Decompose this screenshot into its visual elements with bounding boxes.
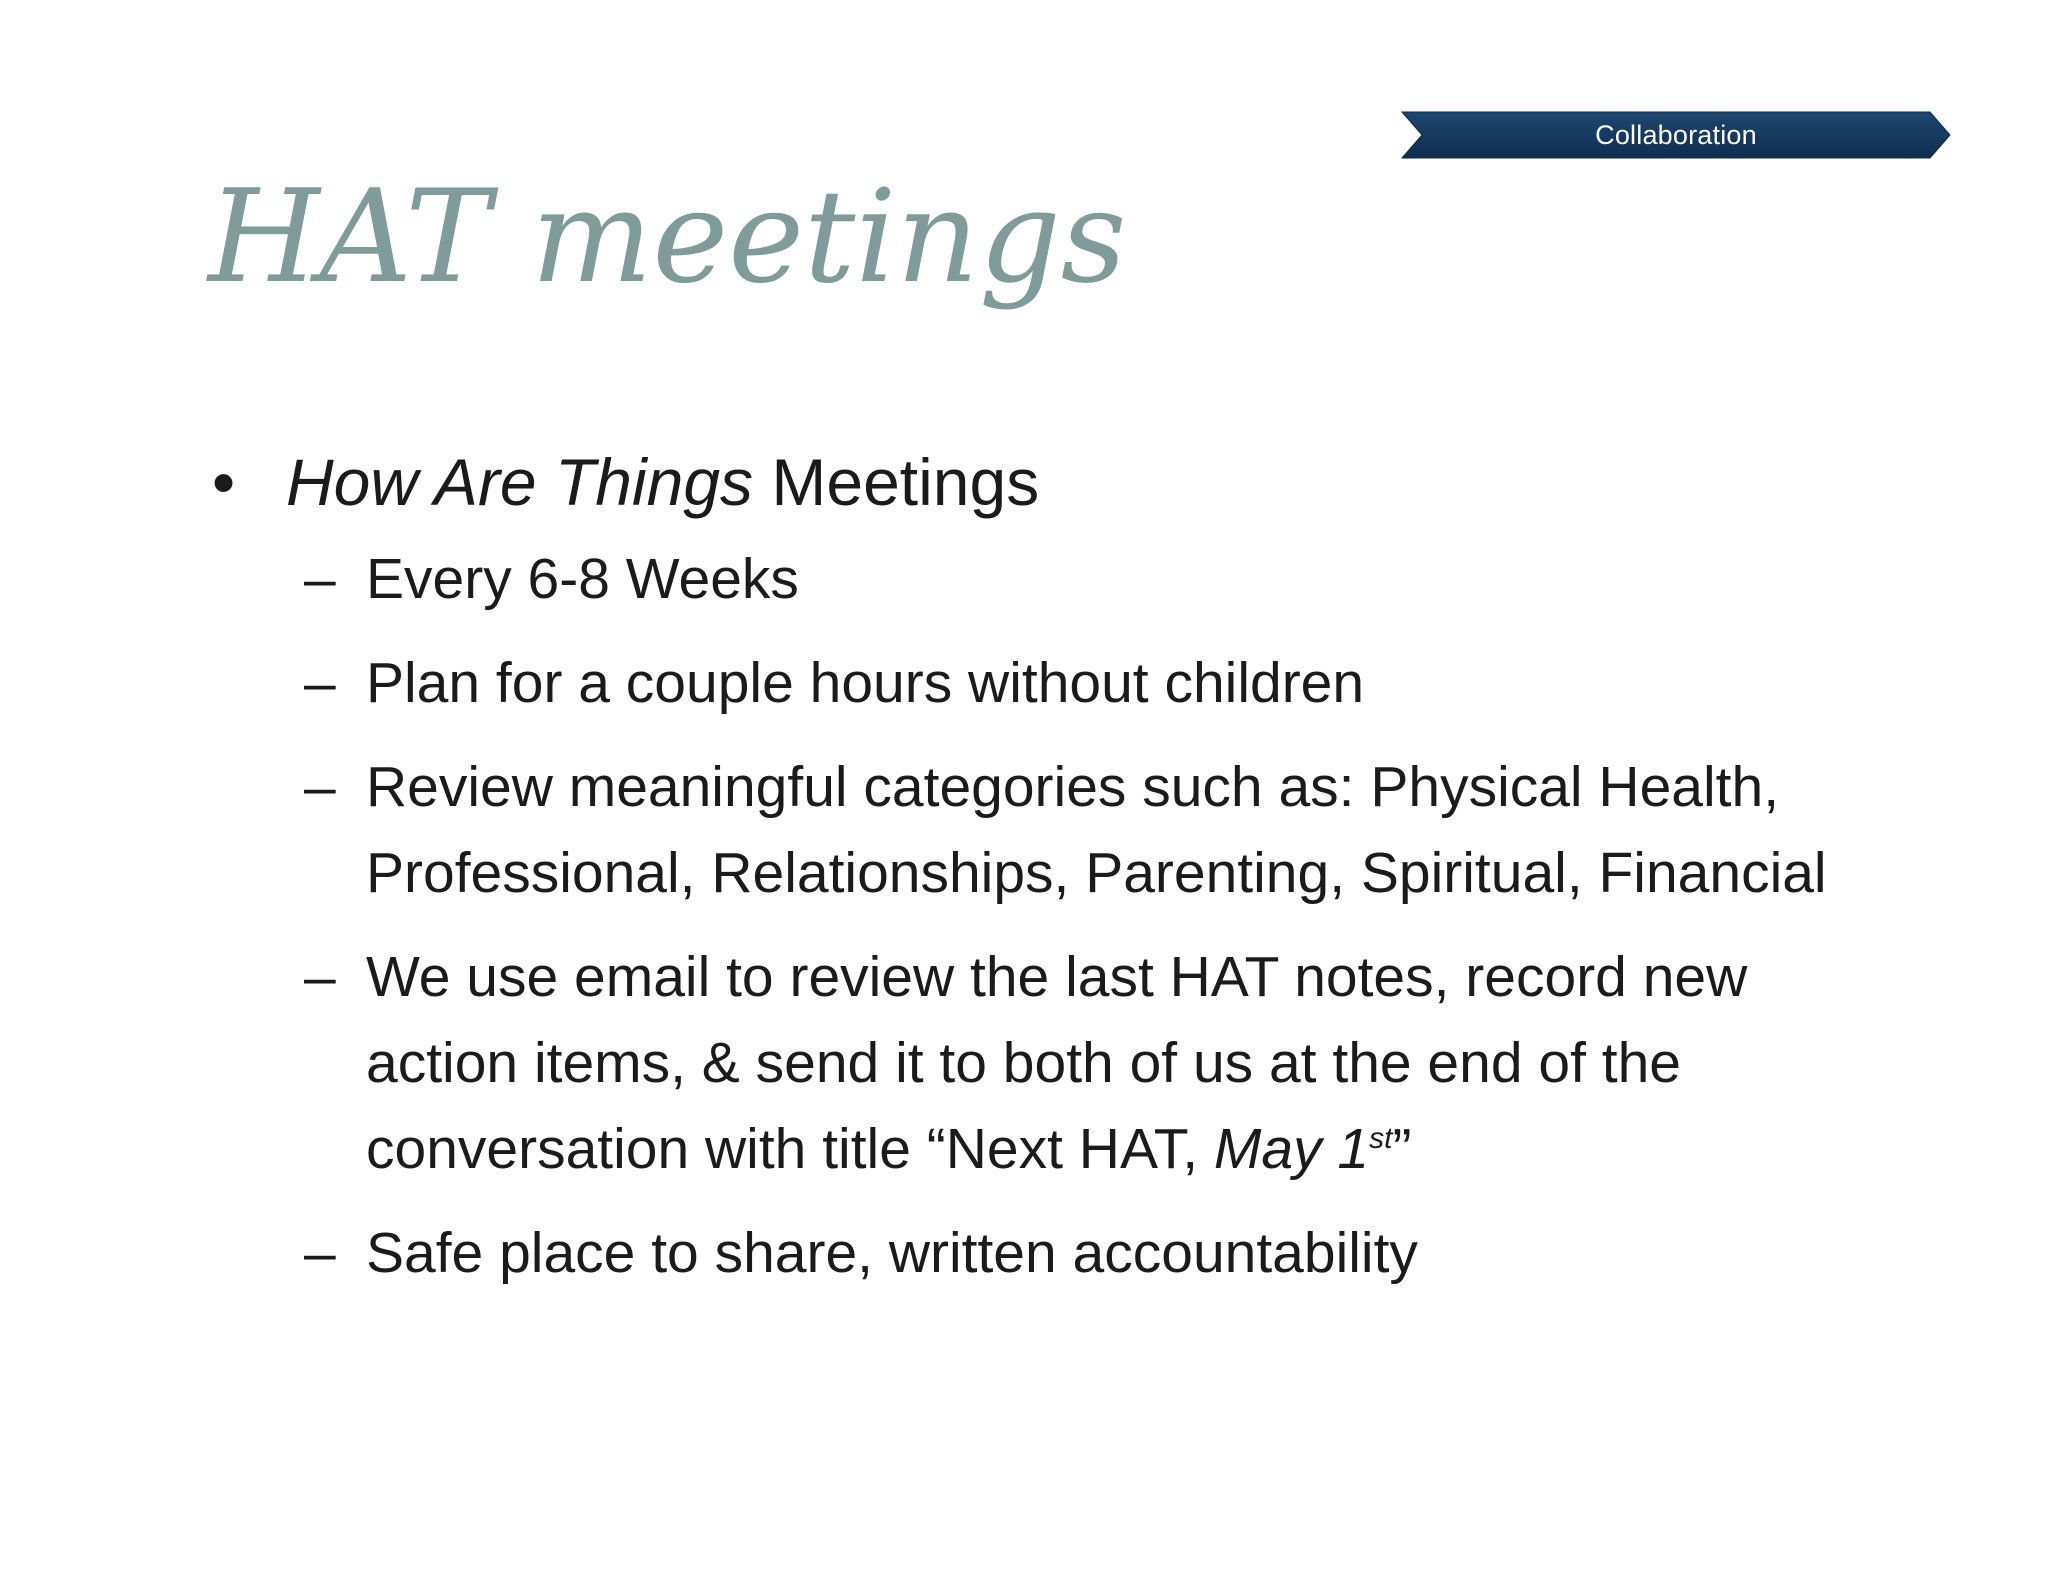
bullet-italic-text: How Are Things xyxy=(286,445,754,519)
subitem-text: Safe place to share, written accountability xyxy=(366,1221,1418,1286)
slide-title: HAT meetings xyxy=(208,163,1127,312)
slide-body xyxy=(208,440,1848,1314)
subitem-safe-place xyxy=(208,1210,1848,1296)
subitem-text: Review meaningful categories such as: Physical Health, Professional, Relationships, Parenting, Spiritual, Financial xyxy=(366,755,1827,906)
subitem-every-6-8-weeks xyxy=(208,536,1848,622)
subitem-email-notes xyxy=(208,934,1848,1192)
subitem-date-suffix: st xyxy=(1369,1122,1393,1156)
dash-marker: – xyxy=(304,755,336,820)
subitem-review-categories xyxy=(208,744,1848,916)
subitem-text: Plan for a couple hours without children xyxy=(366,651,1365,716)
bullet-dot: • xyxy=(212,445,236,519)
subitem-plan-hours xyxy=(208,640,1848,726)
section-ribbon xyxy=(1402,112,1950,158)
subitem-closing-quote: ” xyxy=(1392,1117,1412,1182)
bullet-text: Meetings xyxy=(753,445,1040,519)
subitem-text: Every 6-8 Weeks xyxy=(366,547,799,612)
ribbon-label: Collaboration xyxy=(1595,120,1757,150)
subitem-text: We use email to review the last HAT notes, record new action items, & send it to both of us at the end of the conversation with title “Next HAT, xyxy=(366,945,1748,1182)
dash-marker: – xyxy=(304,651,336,716)
dash-marker: – xyxy=(304,547,336,612)
bullet-how-are-things xyxy=(208,440,1848,524)
dash-marker: – xyxy=(304,945,336,1010)
subitem-date-italic: May 1 xyxy=(1213,1117,1370,1182)
dash-marker: – xyxy=(304,1221,336,1286)
